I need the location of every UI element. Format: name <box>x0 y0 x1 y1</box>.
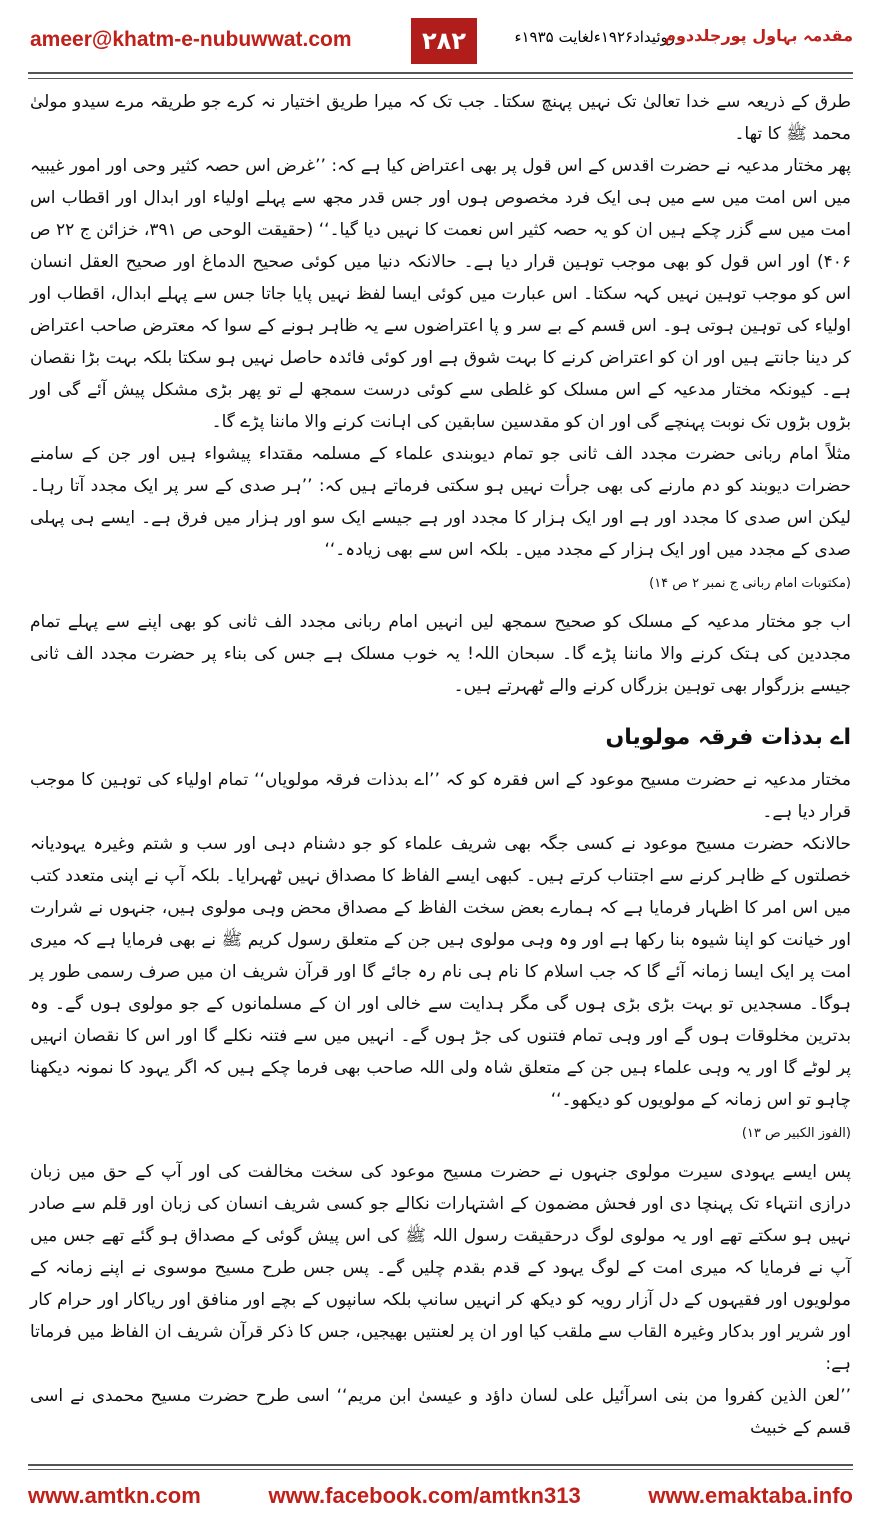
paragraph: پھر مختار مدعیہ نے حضرت اقدس کے اس قول پر بھی اعتراض کیا ہے کہ: ’’غرض اس حصہ کثیر وحی اور امور غیبیہ میں اس امت میں سے میں ہی ایک فرد مخصوص ہوں اور جس قدر مجھ سے پہلے اولیاء اور ابدال اور اقطاب اس امت میں سے گزر چکے ہیں ان کو یہ حصہ کثیر اس نعمت کا نہیں دیا گیا۔‘‘ (حقیقت الوحی ص ۳۹۱، خزائن ج ۲۲ ص ۴۰۶) اور اس قول کو بھی موجب توہین قرار دیا ہے۔ حالانکہ دنیا میں کوئی صحیح الدماغ اور صحیح العقل انسان اس کو موجب توہین نہیں کہہ سکتا۔ اس عبارت میں کوئی ایسا لفظ نہیں پایا جاتا جس سے پہلے ابدال، اقطاب اور اولیاء کی توہین ہوتی ہو۔ اس قسم کے بے سر و پا اعتراضوں سے یہ ظاہر ہونے کے سوا کہ معترض صاحب اعتراض کر دینا جانتے ہیں اور ان کو اعتراض کرنے کا بہت شوق ہے اور کوئی فائدہ حاصل نہیں ہو سکتا بلکہ بہت بڑا نقصان ہے۔ کیونکہ مختار مدعیہ کے اس مسلک کو غلطی سے کوئی درست سمجھ لے تو پھر بڑی مشکل پیش آئے گی اور بڑوں بڑوں تک نوبت پہنچے گی اور ان کو مقدسین سابقین کی اہانت کرنے والا ماننا پڑے گا۔ <box>30 156 851 432</box>
paragraph: طرق کے ذریعہ سے خدا تعالیٰ تک نہیں پہنچ سکتا۔ جب تک کہ میرا طریق اختیار نہ کرے جو طریقہ مرے سیدو مولیٰ محمد ﷺ کا تھا۔ <box>30 92 851 144</box>
paragraph: پس ایسے یہودی سیرت مولوی جنہوں نے حضرت مسیح موعود کی سخت مخالفت کی اور آپ کے حق میں زبان درازی انتہاء تک پہنچا دی اور فحش مضمون کے اشتہارات نکالے جو کسی شریف انسان کی زبان اور قلم سے صادر نہیں ہو سکتے تھے اور یہ مولوی لوگ درحقیقت رسول اللہ ﷺ کی اس پیش گوئی کے مصداق ہو گئے تھے جس میں آپ نے فرمایا کہ میری امت کے لوگ یہود کے قدم بقدم چلیں گے۔ پس جس طرح مسیح موسوی نے اپنے زمانہ کے مولویوں اور فقیہوں کے دل آزار رویہ کو دیکھ کر انہیں سانپ بلکہ سانپوں کے بچے اور منافق اور ریاکار اور حرام کار اور شریر اور بدکار وغیرہ القاب سے ملقب کیا اور ان پر لعنتیں بھیجیں، جس کا ذکر قرآن شریف ان الفاظ میں فرماتا ہے: <box>30 1162 851 1374</box>
footer-rule <box>28 1464 853 1466</box>
header-rule <box>28 72 853 74</box>
report-title: روئیداد۱۹۲۶ءلغایت ۱۹۳۵ء <box>514 28 675 46</box>
citation: (مکتوبات امام ربانی ج نمبر ۲ ص ۱۴) <box>649 576 851 591</box>
footer-link-emaktaba[interactable]: www.emaktaba.info <box>648 1483 853 1508</box>
footer-link-facebook[interactable]: www.facebook.com/amtkn313 <box>268 1483 581 1508</box>
citation: (الفوز الکبیر ص ۱۳) <box>741 1126 851 1141</box>
page-footer <box>0 1476 881 1516</box>
book-title: مقدمہ بہاول پورجلددوم <box>664 26 853 45</box>
footer-link-amtkn[interactable]: www.amtkn.com <box>28 1483 201 1508</box>
header-email[interactable]: ameer@khatm-e-nubuwwat.com <box>30 28 352 51</box>
paragraph: ’’لعن الذین کفروا من بنی اسرآئیل علی لسان داؤد و عیسیٰ ابن مریم‘‘ اسی طرح حضرت مسیح محمدی نے اسی قسم کے خبیث <box>30 1386 851 1438</box>
paragraph: مثلاً امام ربانی حضرت مجدد الف ثانی جو تمام دیوبندی علماء کے مسلمہ مقتداء پیشواء ہیں اور جن کے سامنے حضرات دیوبند کو دم مارنے کی بھی جرأت نہیں ہو سکتی فرماتے ہیں کہ: ’’ہر صدی کے سر پر ایک مجدد آتا رہا۔ لیکن اس صدی کا مجدد اور ہے اور ایک ہزار کا مجدد اور ہے جیسے ایک سو اور ہزار میں فرق ہے۔ ایسے ہی پہلی صدی کے مجدد میں اور ایک ہزار کے مجدد میں۔ بلکہ اس سے بھی زیادہ۔‘‘ <box>30 444 851 560</box>
paragraph: اب جو مختار مدعیہ کے مسلک کو صحیح سمجھ لیں انہیں امام ربانی مجدد الف ثانی کو بھی اپنے سے پہلے تمام مجددین کی ہتک کرنے والا ماننا پڑے گا۔ سبحان اللہ! یہ خوب مسلک ہے جس کی بناء پر حضرت مجدد الف ثانی جیسے بزرگوار بھی توہین بزرگاں کرنے والے ٹھہرتے ہیں۔ <box>30 612 851 696</box>
page-number: ۲۸۲ <box>411 18 477 64</box>
paragraph: حالانکہ حضرت مسیح موعود نے کسی جگہ بھی شریف علماء کو جو دشنام دہی اور سب و شتم وغیرہ یہودیانہ خصلتوں کے ظاہر کرنے سے اجتناب کرتے ہیں۔ کبھی ایسے الفاظ کا مصداق نہیں ٹھہرایا۔ بلکہ آپ نے اپنی متعدد کتب میں اس امر کا اظہار فرمایا ہے کہ ہمارے بعض سخت الفاظ کے مصداق محض وہی مولوی ہیں، جنہوں نے شرارت اور خیانت کو اپنا شیوہ بنا رکھا ہے اور وہ وہی مولوی ہیں جن کے متعلق رسول کریم ﷺ نے بھی فرمایا ہے کہ میری امت پر ایک ایسا زمانہ آئے گا کہ جب اسلام کا نام ہی نام رہ جائے گا اور قرآن شریف ان میں صرف رسمی طور پر ہوگا۔ مسجدیں تو بہت بڑی بڑی ہوں گی مگر ہدایت سے خالی اور ان کے مسلمانوں کے جو مولوی ہوں گے۔ وہ بدترین مخلوقات ہوں گے اور وہی تمام فتنوں کی جڑ ہوں گے۔ انہیں میں سے فتنہ نکلے گا اور اس کا نقصان انہیں پر لوٹے گا اور یہ وہی علماء ہیں جن کے متعلق شاہ ولی اللہ صاحب بھی فرما چکے ہیں کہ اگر یہود کا نمونہ دیکھنا چاہو تو اس زمانہ کے مولویوں کو دیکھو۔‘‘ <box>30 834 851 1110</box>
footer-rule-thin <box>28 1469 853 1470</box>
paragraph: مختار مدعیہ نے حضرت مسیح موعود کے اس فقرہ کو کہ ’’اے بدذات فرقہ مولویاں‘‘ تمام اولیاء کی توہین کا موجب قرار دیا ہے۔ <box>30 770 851 822</box>
header-rule-thin <box>28 78 853 79</box>
section-heading: اے بدذات فرقہ مولویاں <box>605 725 851 750</box>
page-body <box>30 86 851 1444</box>
